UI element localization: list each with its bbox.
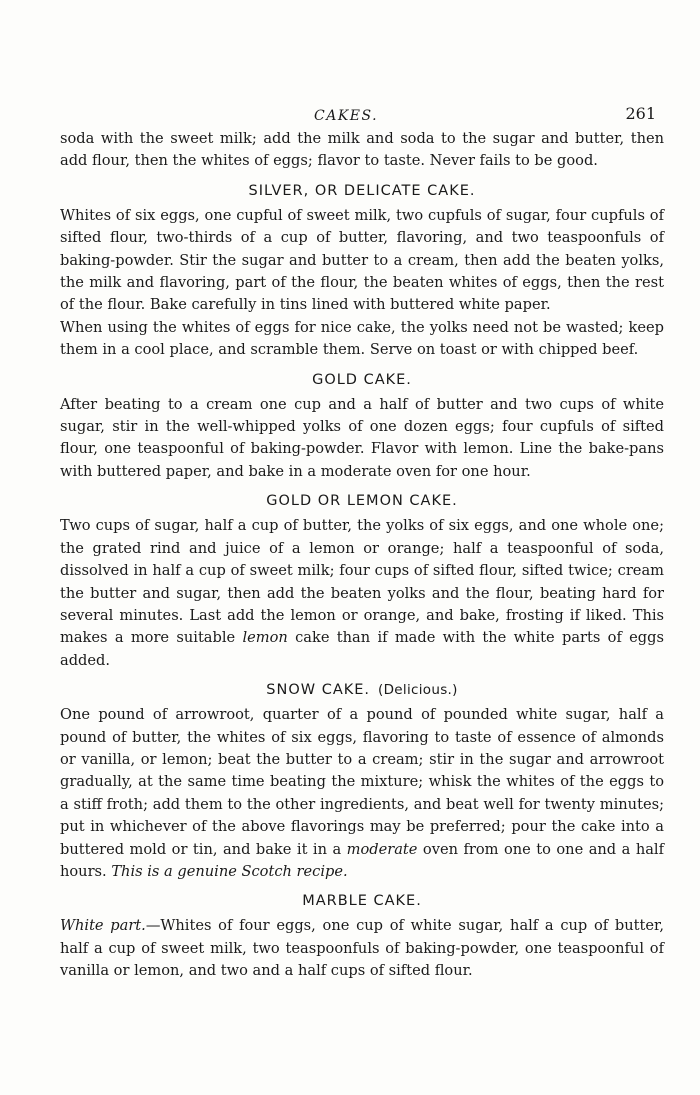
page-number: 261	[625, 104, 656, 123]
snow-cake-text-2: oven from one to one and a half hours.	[60, 840, 664, 880]
snow-cake-heading: SNOW CAKE.	[266, 682, 371, 699]
silver-cake-paragraph-2: When using the whites of eggs for nice cake, the yolks need not be wasted; keep them in a cool place, and scramble them. Serve on toast or with chipped beef.	[60, 318, 664, 359]
silver-cake-paragraph-1: Whites of six eggs, one cupful of sweet milk, two cupfuls of sugar, four cupfuls of sifted flour, two-thirds of a cup of butter, flavoring, and two teaspoonfuls of baking-powder. Stir the sugar and butter to a cream, then add the beaten yolks, the milk and flavoring, part of the flour, the beaten whites of eggs, then the rest of the flour. Bake carefully in tins lined with buttered white paper.	[60, 206, 664, 314]
snow-cake-heading-row	[60, 680, 664, 700]
gold-lemon-text-2: cake than if made with the white parts of eggs added.	[60, 629, 664, 669]
gold-lemon-emphasis: lemon	[242, 629, 288, 647]
gold-lemon-cake-heading: GOLD OR LEMON CAKE.	[266, 493, 458, 510]
gold-cake-heading: GOLD CAKE.	[312, 371, 412, 388]
marble-cake-emphasis: White part.	[60, 917, 146, 935]
snow-cake-paragraph	[60, 704, 664, 883]
snow-cake-emphasis-1: moderate	[346, 840, 418, 858]
intro-paragraph: soda with the sweet milk; add the milk and soda to the sugar and butter, then add flour, then the whites of eggs; flavor to taste. Never fails to be good.	[60, 130, 664, 170]
snow-cake-note: (Delicious.)	[378, 682, 458, 699]
silver-cake-heading: SILVER, OR DELICATE CAKE.	[248, 182, 476, 199]
gold-lemon-cake-paragraph	[60, 515, 664, 672]
marble-cake-heading: MARBLE CAKE.	[302, 893, 422, 910]
running-head	[60, 104, 664, 128]
marble-cake-paragraph	[60, 915, 664, 982]
snow-cake-text-1: One pound of arrowroot, quarter of a pound of pounded white sugar, half a pound of butter, the whites of six eggs, flavoring to taste of essence of almonds or vanilla, or lemon; beat the butter to a cream; stir in the sugar and arrowroot gradually, at the same time beating the mixture; whisk the whites of the eggs to a stiff froth; add them to the other ingredients, and beat well for twenty minutes; put in whichever of the above flavorings may be preferred; pour the cake into a buttered mold or tin, and bake it in a	[60, 706, 664, 858]
marble-cake-text: —Whites of four eggs, one cup of white sugar, half a cup of butter, half a cup of sweet milk, two teaspoonfuls of baking-powder, one teaspoonful of vanilla or lemon, and two and a half cups of sifted flour.	[60, 917, 664, 980]
book-page	[60, 104, 664, 983]
gold-lemon-text-1: Two cups of sugar, half a cup of butter, the yolks of six eggs, and one whole one; the grated rind and juice of a lemon or orange; half a teaspoonful of soda, dissolved in half a cup of sweet milk; four cups of sifted flour, sifted twice; cream the butter and sugar, then add the beaten yolks and the flour, beating hard for several minutes. Last add the lemon or orange, and bake, frosting if liked. This makes a more suitable	[60, 517, 664, 647]
snow-cake-emphasis-2: This is a genuine Scotch recipe.	[111, 862, 348, 880]
gold-cake-paragraph: After beating to a cream one cup and a half of butter and two cups of white sugar, stir in the well-whipped yolks of one dozen eggs; four cupfuls of sifted flour, one teaspoonful of baking-powder. Flavor with lemon. Line the bake-pans with buttered paper, and bake in a moderate oven for one hour.	[60, 395, 664, 480]
running-title: CAKES.	[314, 108, 379, 124]
